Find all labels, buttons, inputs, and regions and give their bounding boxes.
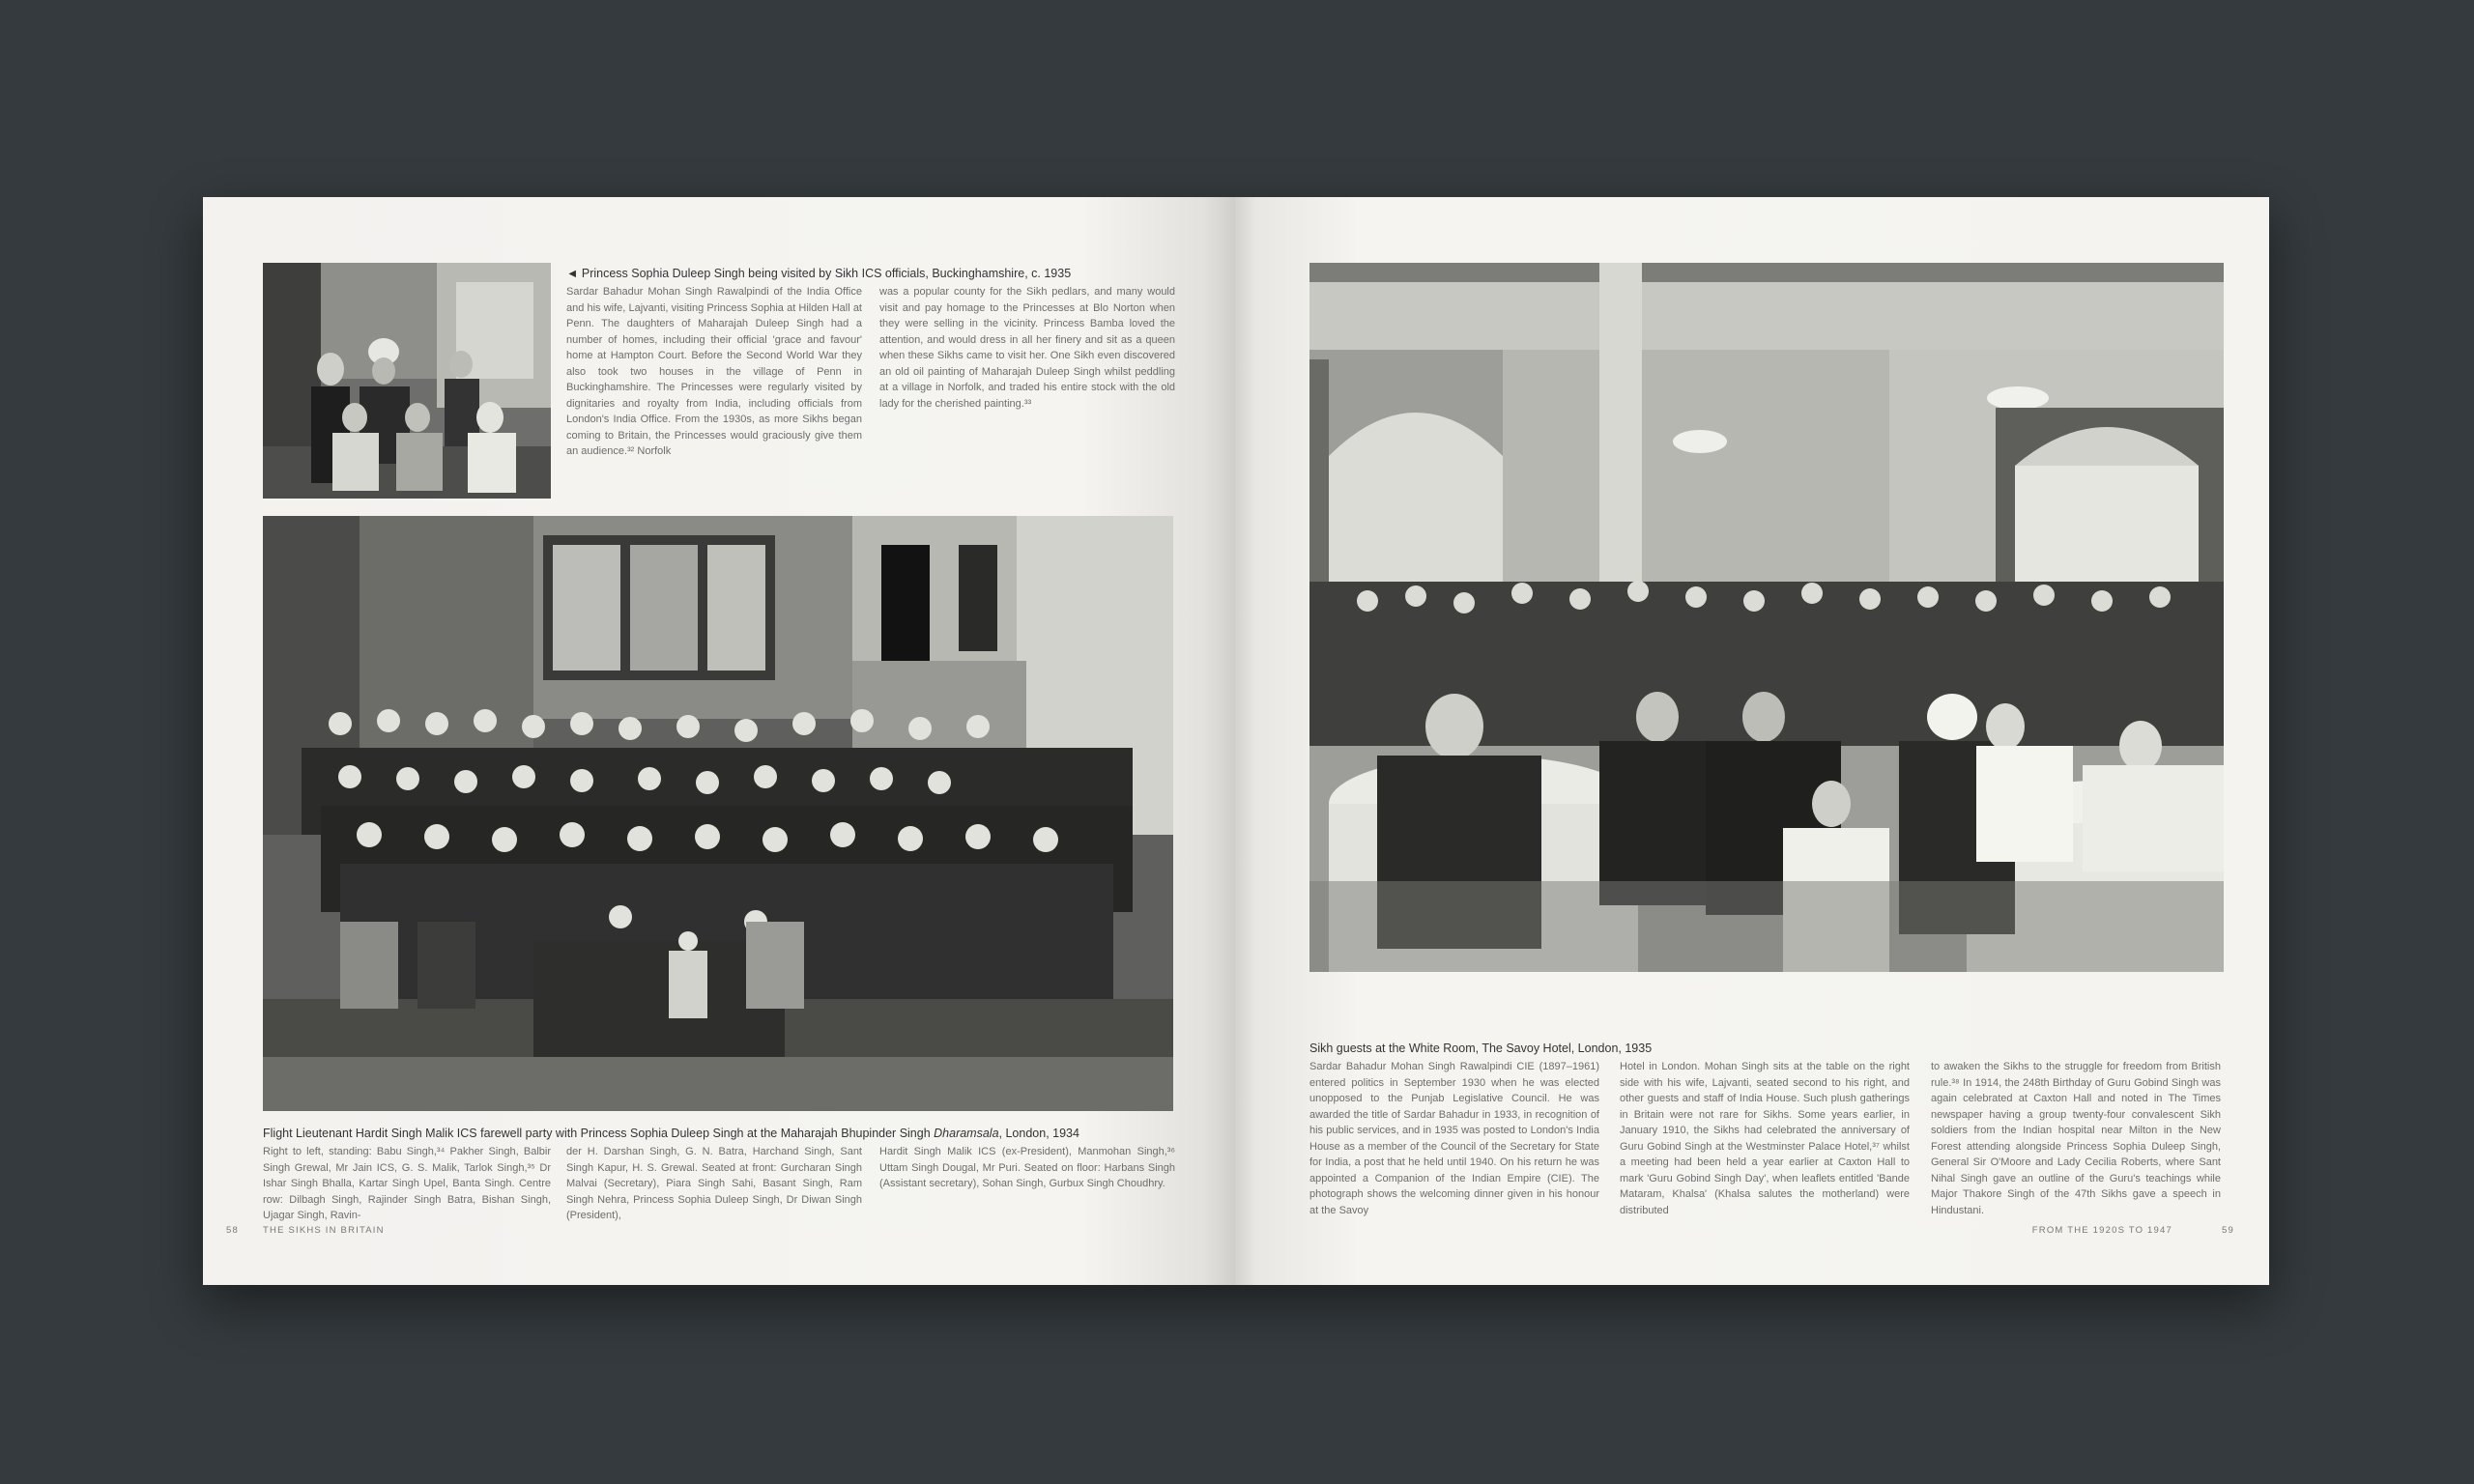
photo-princess-sophia (263, 263, 551, 499)
malik-caption-col-1: Right to left, standing: Babu Singh,³⁴ Pakher Singh, Balbir Singh Grewal, Mr Jain ICS, G. S. Malik, Tarlok Singh,³⁵ Dr Ishar Singh Bhalla, Kartar Singh Upel, Banta Singh. Centre row: Dilbagh Singh, Rajinder Singh Batra, Bishan Singh, Ujagar Singh, Ravin- (263, 1146, 551, 1221)
sophia-caption-col-1: Sardar Bahadur Mohan Singh Rawalpindi of the India Office and his wife, Lajvanti, visiting Princess Sophia at Hilden Hall at Penn. The daughters of Maharajah Duleep Singh had a number of homes, including their official 'grace and favour' home at Hampton Court. Before the Second World War they also took two houses in the village of Penn in Buckinghamshire. The Princesses were regularly visited by dignitaries and royalty from India, including officials from London's India Office. From the 1930s, as more Sikhs began coming to Britain, the Princesses would graciously give them an audience.³² Norfolk (566, 286, 862, 457)
savoy-caption-col-1: Sardar Bahadur Mohan Singh Rawalpindi CIE (1897–1961) entered politics in September 1930 when he was elected unopposed to the Punjab Legislative Council. He was awarded the title of Sardar Bahadur in 1933, in recognition of his public services, and in 1935 was posted to London's India House as a member of the Council of the Secretary for State for India, a post that he held until 1940. On his return he was appointed a Companion of the Indian Empire (CIE). The photograph shows the welcoming dinner given in his honour at the Savoy (1309, 1061, 1599, 1216)
sophia-caption-title-text: Princess Sophia Duleep Singh being visited by Sikh ICS officials, Buckinghamshire, c. 1935 (581, 267, 1072, 280)
right-page-number: 59 (2222, 1225, 2234, 1236)
savoy-caption-col-2: Hotel in London. Mohan Singh sits at the table on the right side with his wife, Lajvanti, seated second to his right, and other guests and staff of India House. Such plush gatherings in Britain were not rare for Sikhs. Some years earlier, in January 1910, the Sikhs had celebrated the anniversary of Guru Gobind Singh at the Westminster Palace Hotel,³⁷ whilst a meeting had been held a year earlier at Caxton Hall to mark 'Guru Gobind Singh Day', when leaflets entitled 'Bande Mataram, Khalsa' (Khalsa salutes the motherland) were distributed (1620, 1061, 1910, 1216)
savoy-caption-col-3: to awaken the Sikhs to the struggle for freedom from British rule.³⁸ In 1914, the 248th Birthday of Guru Gobind Singh was again celebrated at Caxton Hall and noted in The Times newspaper having a group twenty-four convalescent Sikh soldiers from the Indian hospital near Milton in the New Forest attending alongside Princess Sophia Duleep Singh, General Sir O'Moore and Lady Cecilia Roberts, where Sant Nihal Singh gave an outline of the Guru's teachings while Major Thakore Singh of the 47th Sikhs gave a speech in Hindustani. (1931, 1061, 2221, 1216)
photo-group-farewell-party (263, 516, 1173, 1111)
malik-caption-title-end: , London, 1934 (998, 1127, 1079, 1140)
left-page (203, 197, 1235, 1285)
right-running-title: FROM THE 1920S TO 1947 (2031, 1225, 2172, 1236)
left-running-title: THE SIKHS IN BRITAIN (263, 1225, 385, 1236)
malik-caption-title (263, 1127, 1079, 1140)
left-page-number: 58 (226, 1225, 239, 1236)
photo-princess-sophia-image (263, 263, 551, 499)
photo-savoy-white-room (1309, 263, 2224, 972)
left-arrow-icon: ◄ (566, 267, 579, 280)
malik-caption-title-italic: Dharamsala (934, 1127, 999, 1140)
photo-group-farewell-party-image (263, 516, 1173, 1111)
malik-caption-col-2: der H. Darshan Singh, G. N. Batra, Harchand Singh, Sant Singh Kapur, H. S. Grewal. Seated at front: Gurcharan Singh Malvai (Secretary), Piara Singh Sahi, Basant Singh, Ram Singh Nehra, Princess Sophia Duleep Singh, Dr Diwan Singh (President), (566, 1146, 862, 1221)
savoy-caption-title: Sikh guests at the White Room, The Savoy Hotel, London, 1935 (1309, 1042, 1653, 1055)
photo-savoy-white-room-image (1309, 263, 2224, 972)
sophia-caption-col-2: was a popular county for the Sikh pedlars, and many would visit and pay homage to the Princesses at Blo Norton when they were selling in the vicinity. Princess Bamba loved the attention, and would dress in all her finery and sit as a queen when these Sikhs came to visit her. One Sikh even discovered an old oil painting of Maharajah Duleep Singh whilst peddling at a village in Norfolk, and traded his entire stock with the old lady for the cherished painting.³³ (879, 286, 1175, 410)
right-page (1235, 197, 2269, 1285)
book-spread (203, 197, 2269, 1285)
sophia-caption-title (566, 267, 1071, 280)
malik-caption-title-start: Flight Lieutenant Hardit Singh Malik ICS farewell party with Princess Sophia Duleep Singh at the Maharajah Bhupinder Singh (263, 1127, 935, 1140)
malik-caption-col-3: Hardit Singh Malik ICS (ex-President), Manmohan Singh,³⁶ Uttam Singh Dougal, Mr Puri. Seated on floor: Harbans Singh (Assistant secretary), Sohan Singh, Gurbux Singh Choudhry. (879, 1146, 1175, 1189)
